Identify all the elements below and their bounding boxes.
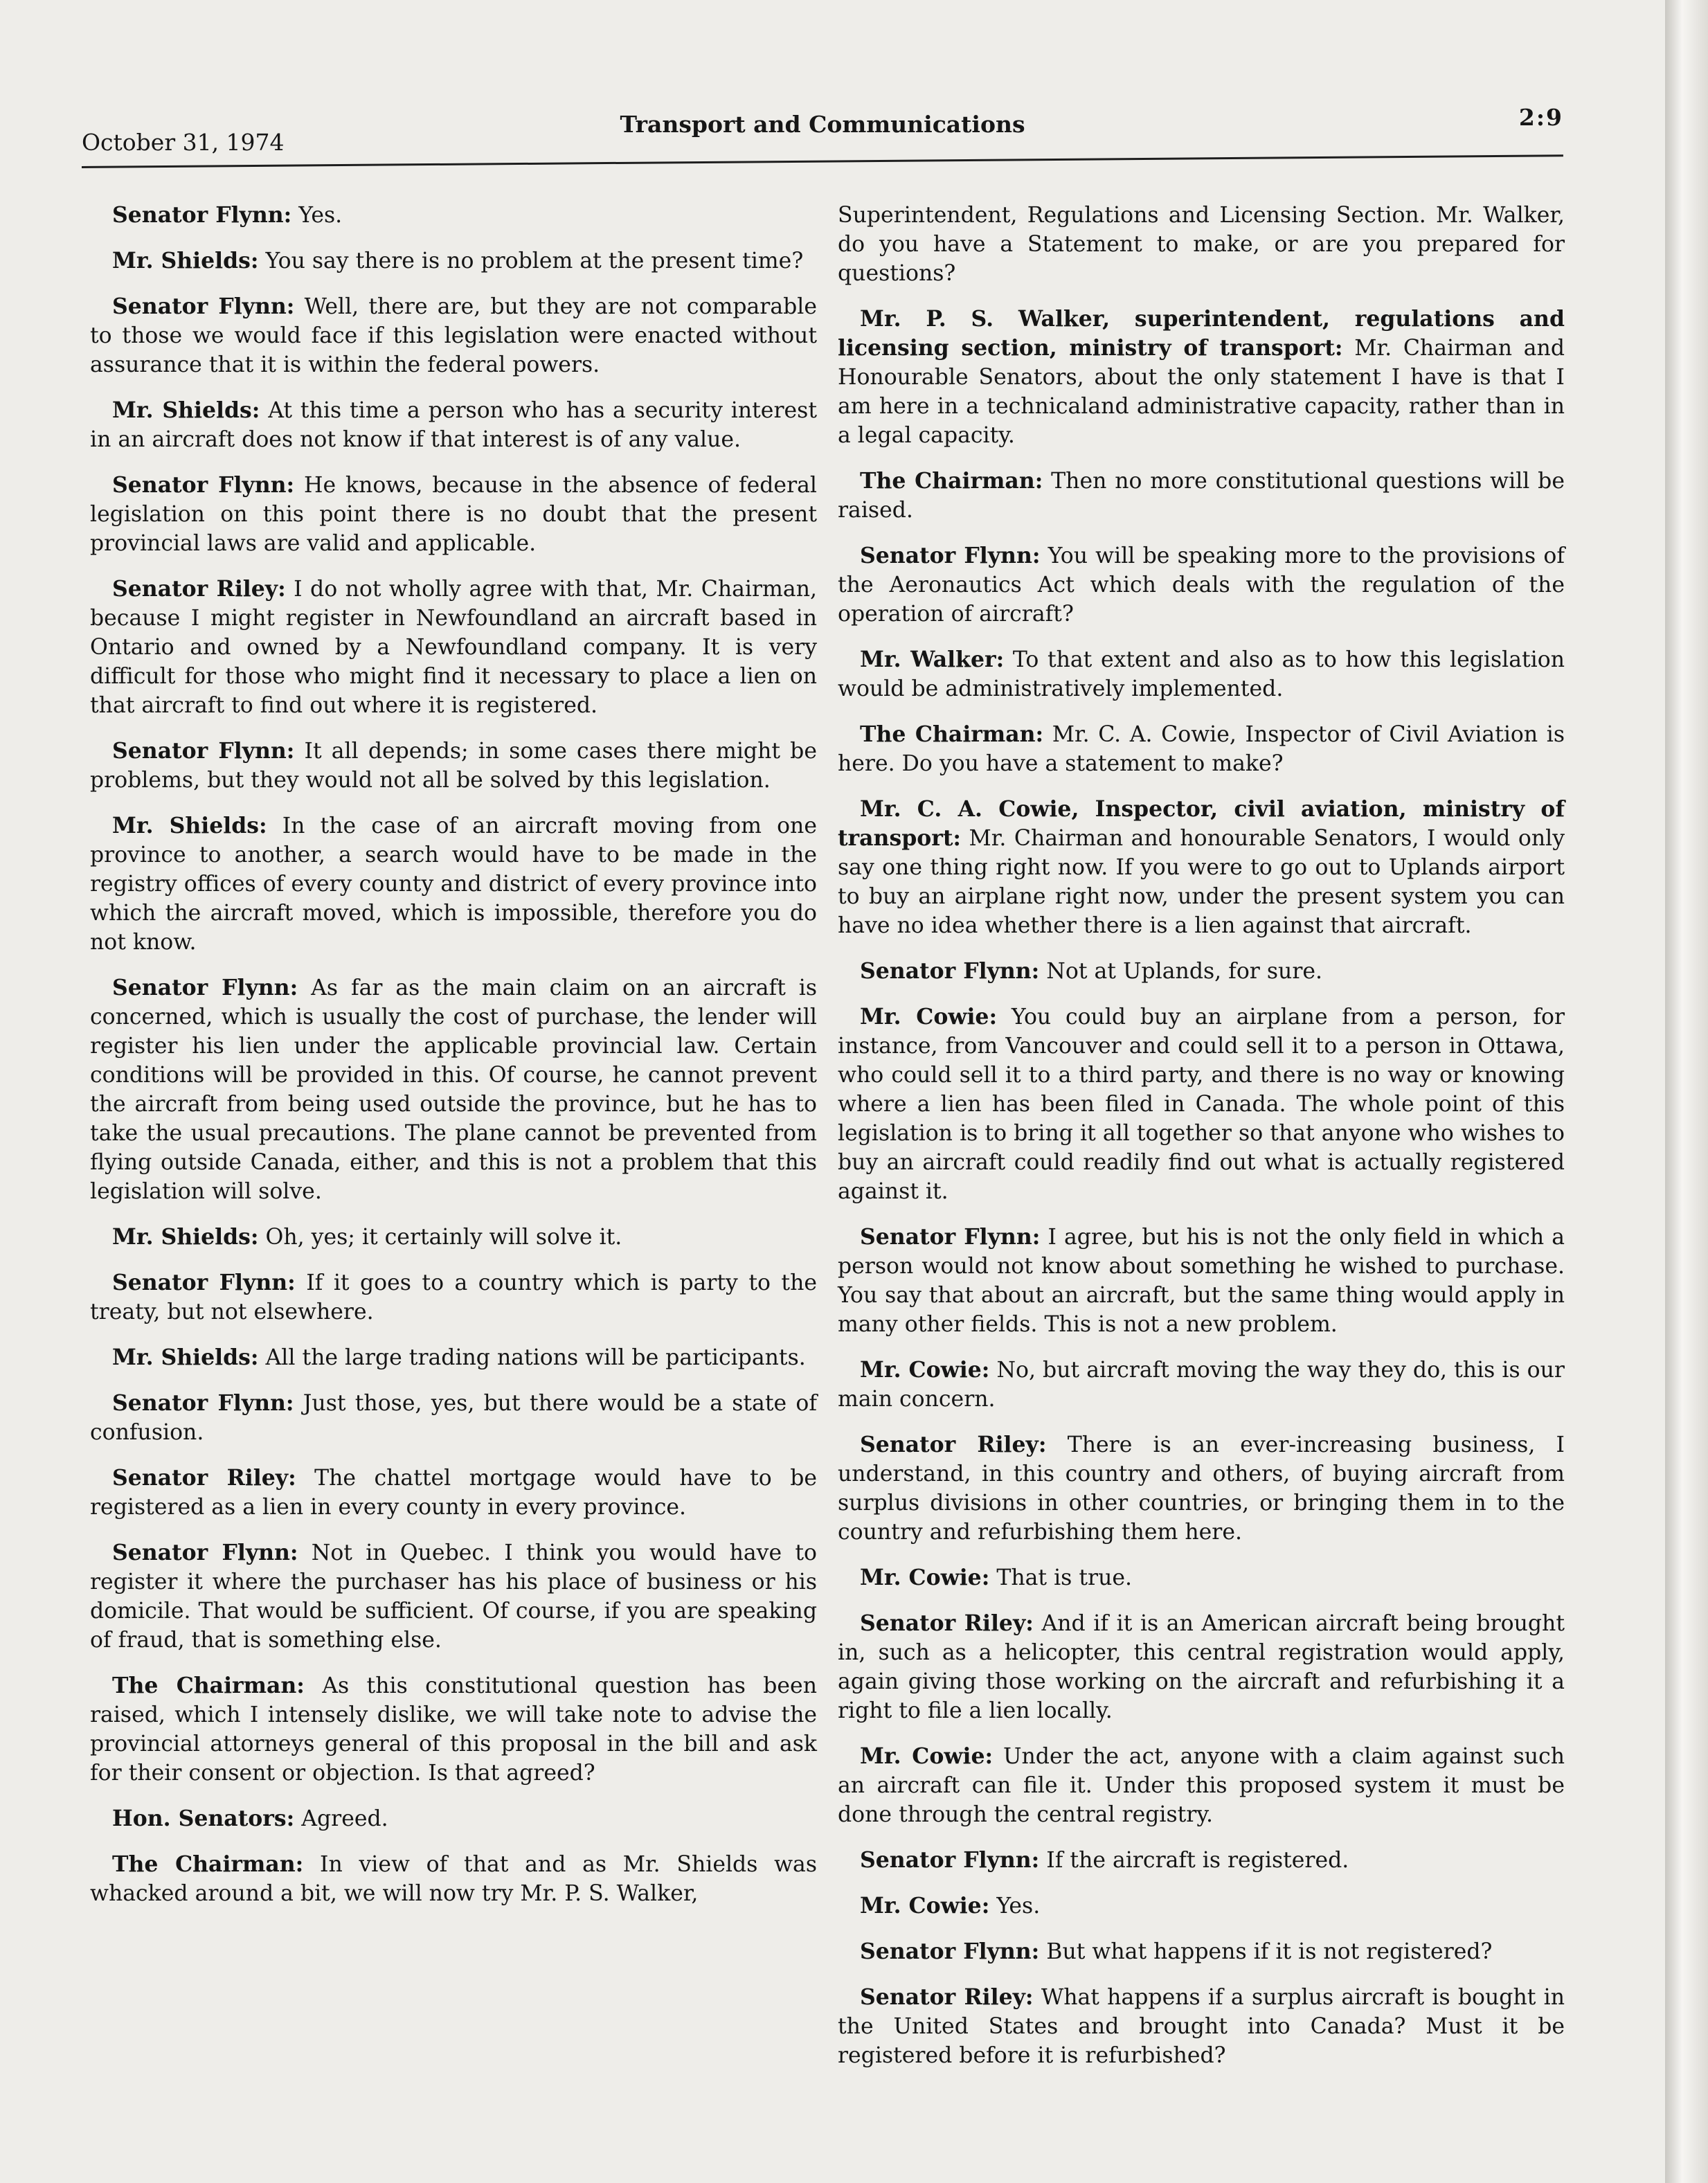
speaker-name: Senator Flynn: [112,472,295,498]
transcript-paragraph [838,541,1565,629]
speaker-name: Senator Flynn: [112,975,298,1000]
speaker-name: Senator Flynn: [112,1540,298,1565]
speech-text: As this constitutional question has been raised, which I intensely dislike, we will take note to advise the provincial attorneys general of this proposal in the bill and ask for their consent or objection. Is that agreed? [90,1673,817,1786]
speaker-name: Senator Riley: [860,1432,1047,1457]
transcript-paragraph [838,467,1565,525]
speaker-name: Mr. P. S. Walker, superintendent, regulations and licensing section, ministry of transport: [838,306,1565,361]
speech-text: That is true. [989,1565,1133,1590]
speaker-name: Senator Flynn: [112,202,292,228]
continuation-paragraph: Superintendent, Regulations and Licensing Section. Mr. Walker, do you have a Statement to make, or are you prepared for questions? [838,203,1565,286]
speech-text: Mr. Chairman and Honourable Senators, about the only statement I have is that I am here in a technicaland administrative capacity, rather than in a legal capacity. [838,336,1565,448]
speech-text: Just those, yes, but there would be a state of confusion. [90,1391,817,1445]
speaker-name: The Chairman: [860,721,1044,747]
speaker-name: Hon. Senators: [112,1806,295,1831]
speaker-name: Mr. Shields: [112,1345,259,1370]
speech-text: The chattel mortgage would have to be registered as a lien in every county in every province. [90,1466,817,1520]
transcript-paragraph [838,305,1565,450]
transcript-paragraph [838,1742,1565,1829]
speaker-name: Senator Flynn: [860,958,1040,984]
speaker-name: Senator Flynn: [860,1847,1040,1873]
speaker-name: Mr. Cowie: [860,1743,994,1769]
speaker-name: Senator Riley: [860,1610,1034,1636]
transcript-paragraph [90,737,817,795]
transcript-paragraph [90,292,817,379]
speaker-name: Mr. Cowie: [860,1893,990,1919]
speech-text: You will be speaking more to the provisions of the Aeronautics Act which deals with the regulation of the operation of aircraft? [838,543,1565,627]
speaker-name: Senator Flynn: [112,1390,294,1416]
speech-text: Then no more constitutional questions will be raised. [838,469,1565,523]
speaker-name: Mr. Shields: [112,1224,259,1250]
speech-text: Well, there are, but they are not comparable to those we would face if this legislation were enacted without assurance that it is within the federal powers. [90,294,817,377]
right-column [838,201,1565,2087]
transcript-paragraph [838,1937,1565,1966]
speaker-name: Mr. Walker: [860,647,1005,672]
speaker-name: Mr. C. A. Cowie, Inspector, civil aviation, ministry of transport: [838,796,1565,851]
speech-text: Mr. C. A. Cowie, Inspector of Civil Aviation is here. Do you have a statement to make? [838,722,1565,776]
speech-text: And if it is an American aircraft being brought in, such as a helicopter, this central registration would apply, again giving those working on the aircraft and refurbishing it a right to file a lien locally. [838,1611,1565,1723]
transcript-paragraph [90,1538,817,1655]
speaker-name: Senator Flynn: [860,543,1041,568]
transcript-paragraph [90,1804,817,1833]
speech-text: Not at Uplands, for sure. [1039,959,1323,984]
speech-text: Mr. Chairman and honourable Senators, I would only say one thing right now. If you were to go out to Uplands airport to buy an airplane right now, under the present system you can have no idea whether there is a lien against that aircraft. [838,826,1565,938]
transcript-paragraph [90,396,817,454]
page-edge [1665,0,1708,2183]
transcript-paragraph [838,1846,1565,1875]
speaker-name: Mr. Cowie: [860,1357,990,1383]
speech-text: To that extent and also as to how this legislation would be administratively implemented. [838,647,1565,701]
speaker-name: Senator Flynn: [860,1939,1040,1964]
speech-text: Yes. [291,203,343,228]
transcript-paragraph [90,1671,817,1788]
speaker-name: Senator Flynn: [860,1224,1041,1250]
speech-text: But what happens if it is not registered? [1039,1939,1493,1964]
transcript-paragraph [90,1850,817,1908]
transcript-paragraph [838,645,1565,703]
transcript-paragraph [838,957,1565,986]
speaker-name: The Chairman: [112,1851,304,1877]
speaker-name: Senator Riley: [112,576,286,602]
speech-text: What happens if a surplus aircraft is bought in the United States and brought into Canada? Must it be registered before it is refurbished? [838,1985,1565,2068]
speech-text: In view of that and as Mr. Shields was whacked around a bit, we will now try Mr. P. S. Walker, [90,1852,818,1906]
transcript-paragraph [838,1356,1565,1414]
transcript-paragraph [90,1389,817,1447]
speaker-name: Mr. Cowie: [860,1565,990,1590]
transcript-paragraph [90,1268,817,1327]
speech-text: In the case of an aircraft moving from one province to another, a search would have to be made in the registry offices of every county and district of every province into which the aircraft moved, which is impossible, therefore you do not know. [90,814,817,955]
speech-text: Under the act, anyone with a claim against such an aircraft can file it. Under this proposed system it must be done through the central registry. [838,1744,1565,1827]
transcript-paragraph [90,1464,817,1522]
speaker-name: The Chairman: [860,468,1043,494]
speech-text: Oh, yes; it certainly will solve it. [258,1225,622,1250]
transcript-paragraph [90,575,817,720]
speech-text: He knows, because in the absence of federal legislation on this point there is no doubt that the present provincial laws are valid and applicable. [90,473,817,556]
speaker-name: Mr. Shields: [112,397,260,423]
speaker-name: Mr. Shields: [112,813,267,838]
transcript-paragraph [838,1892,1565,1921]
page-number: 2:9 [1518,104,1563,131]
speaker-name: Senator Flynn: [112,1270,296,1295]
transcript-paragraph [90,246,817,276]
speaker-name: The Chairman: [112,1673,305,1698]
speech-text: You say there is no problem at the present time? [258,249,804,273]
speech-text: Yes. [989,1894,1041,1919]
speech-text: There is an ever-increasing business, I understand, in this country and others, of buying aircraft from surplus divisions in other countries, or bringing them in to the country and refurbishing them here. [838,1432,1565,1545]
speaker-name: Senator Riley: [112,1465,296,1491]
transcript-paragraph [90,471,817,558]
speaker-name: Senator Flynn: [112,294,295,319]
speaker-name: Mr. Cowie: [860,1004,998,1030]
speech-text: Agreed. [294,1806,388,1831]
speech-text: At this time a person who has a security interest in an aircraft does not know if that interest is of any value. [90,398,817,452]
transcript-paragraph [90,201,817,230]
speech-text: As far as the main claim on an aircraft is concerned, which is usually the cost of purchase, the lender will register his lien under the applicable provincial law. Certain conditions will be provided in this. Of course, he cannot prevent the aircraft from being used outside the province, but he has to take the usual precautions. The plane cannot be prevented from flying outside Canada, either, and this is not a problem that this legislation will solve. [90,976,818,1204]
speech-text: If the aircraft is registered. [1039,1848,1349,1873]
speech-text: I agree, but his is not the only field in which a person would not know about something he wished to purchase. You say that about an aircraft, but the same thing would apply in many other fields. This is not a new problem. [838,1225,1565,1337]
transcript-paragraph [90,1223,817,1252]
transcript-paragraph [838,1223,1565,1339]
transcript-paragraph [838,1430,1565,1547]
transcript-paragraph [90,1343,817,1372]
transcript-paragraph [838,1003,1565,1206]
speech-text: All the large trading nations will be participants. [258,1345,806,1370]
transcript-paragraph [90,973,817,1206]
speaker-name: Senator Riley: [860,1984,1034,2010]
transcript-paragraph [838,795,1565,940]
speech-text: I do not wholly agree with that, Mr. Chairman, because I might register in Newfoundland an aircraft based in Ontario and owned by a Newfoundland company. It is very difficult for those who might find it necessary to place a lien on that aircraft to find out where it is registered. [90,577,817,718]
speech-text: You could buy an airplane from a person, for instance, from Vancouver and could sell it to a person in Ottawa, who could sell it to a third party, and there is no way or knowing where a lien has been filed in Canada. The whole point of this legislation is to bring it all together so that anyone who wishes to buy an aircraft could readily find out what is actually registered against it. [838,1005,1565,1204]
left-column [90,201,817,1925]
transcript-paragraph [838,1563,1565,1592]
speaker-name: Mr. Shields: [112,248,259,273]
transcript-paragraph [838,720,1565,778]
header-title: Transport and Communications [620,111,1025,138]
transcript-paragraph [838,1983,1565,2070]
header-date: October 31, 1974 [82,129,285,156]
speech-text: Not in Quebec. I think you would have to register it where the purchaser has his place of business or his domicile. That would be sufficient. Of course, if you are speaking of fraud, that is something else. [90,1540,817,1653]
speech-text: No, but aircraft moving the way they do, this is our main concern. [838,1358,1565,1412]
speech-text: If it goes to a country which is party to the treaty, but not elsewhere. [90,1270,818,1324]
speaker-name: Senator Flynn: [112,738,295,764]
transcript-paragraph [90,811,817,957]
speech-text: It all depends; in some cases there might be problems, but they would not all be solved by this legislation. [90,739,817,793]
transcript-paragraph [838,1609,1565,1725]
